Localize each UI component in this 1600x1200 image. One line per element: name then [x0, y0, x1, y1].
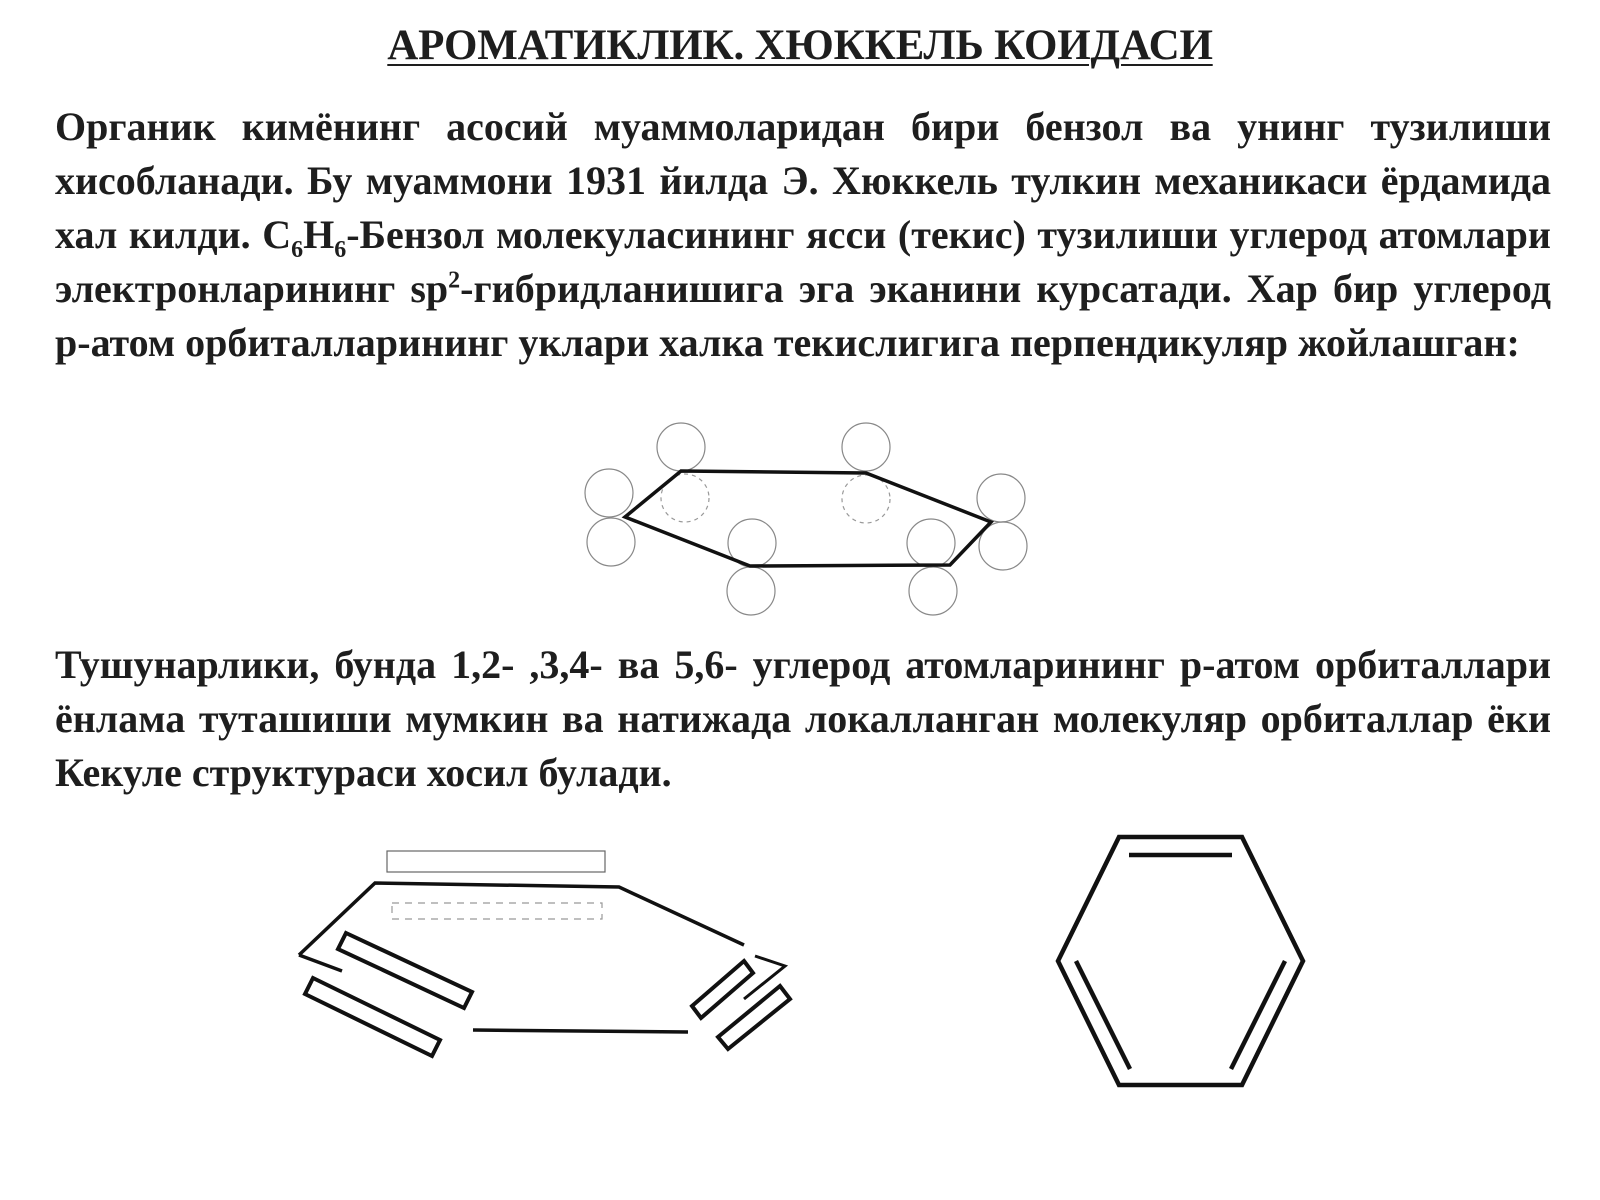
lower-hidden-orbital-bar [392, 903, 602, 919]
ring-upper-outline [299, 883, 744, 955]
formula-carbon: C [262, 212, 292, 257]
left-orbital-bars [305, 933, 472, 1056]
ring-lower-edge [473, 1030, 688, 1032]
orbital-lobe-c6-bottom [909, 567, 957, 615]
page-title: АРОМАТИКЛИК. ХЮККЕЛЬ КОИДАСИ [387, 22, 1213, 69]
benzene-ring-perspective [625, 471, 991, 566]
double-bond-left [1076, 961, 1130, 1069]
orbital-lobe-c1-top [657, 423, 705, 471]
right-orbital-bars [692, 961, 790, 1049]
formula-carbon-subscript: 6 [291, 237, 304, 263]
left-orbital-bar-upper [338, 933, 472, 1008]
double-bond-right [1231, 961, 1285, 1069]
intro-text-b: -Бензол молекуласининг ясси (текис) тузилиши углерод атомлари электронларининг sp [55, 212, 1551, 311]
ring-right-edge [744, 956, 785, 999]
orbital-lobe-c4-top [977, 474, 1025, 522]
kekule-hexagon [1058, 837, 1303, 1085]
upper-orbital-bar [387, 851, 605, 872]
intro-paragraph [55, 100, 1551, 370]
hidden-orbital-lobes [661, 474, 890, 523]
orbital-lobe-c6-top [907, 519, 955, 567]
hidden-lobe-c1 [661, 474, 709, 522]
formula-hydrogen: H [303, 212, 335, 257]
orbital-lobe-c4-bottom [979, 522, 1027, 570]
intro-text-a: Органик кимёнинг асосий муаммоларидан бири бензол ва унинг тузилиши хисобланади. Бу муаммони 1931 йилда Э. Хюккель тулкин механикаси ёрдамида хал килди. [55, 104, 1551, 257]
intro-text-c: -гибридланишига эга эканини курсатади. Хар бир углерод p-атом орбиталларининг уклари халка текислигига перпендикуляр жойлашган: [55, 266, 1551, 365]
sp-superscript: 2 [448, 267, 461, 294]
ring-left-edge [299, 955, 342, 971]
orbital-lobe-c3-bottom [587, 518, 635, 566]
orbital-lobe-c3-top [585, 469, 633, 517]
left-orbital-bar-lower [305, 978, 440, 1056]
explanation-paragraph: Тушунарлики, бунда 1,2- ,3,4- ва 5,6- углерод атомларининг p-атом орбиталлари ёнлама туташиши мумкин ва натижада локалланган молекуляр орбиталлар ёки Кекуле структураси хосил булади. [55, 642, 1551, 795]
right-orbital-bar-lower [718, 986, 790, 1049]
hidden-lobe-c2 [842, 475, 890, 523]
orbital-lobe-c5-top [728, 519, 776, 567]
formula-hydrogen-subscript: 6 [334, 237, 347, 263]
orbital-lobes [585, 423, 1027, 615]
orbital-lobe-c2-top [842, 423, 890, 471]
right-orbital-bar-upper [692, 961, 753, 1018]
orbital-lobe-c5-bottom [727, 567, 775, 615]
